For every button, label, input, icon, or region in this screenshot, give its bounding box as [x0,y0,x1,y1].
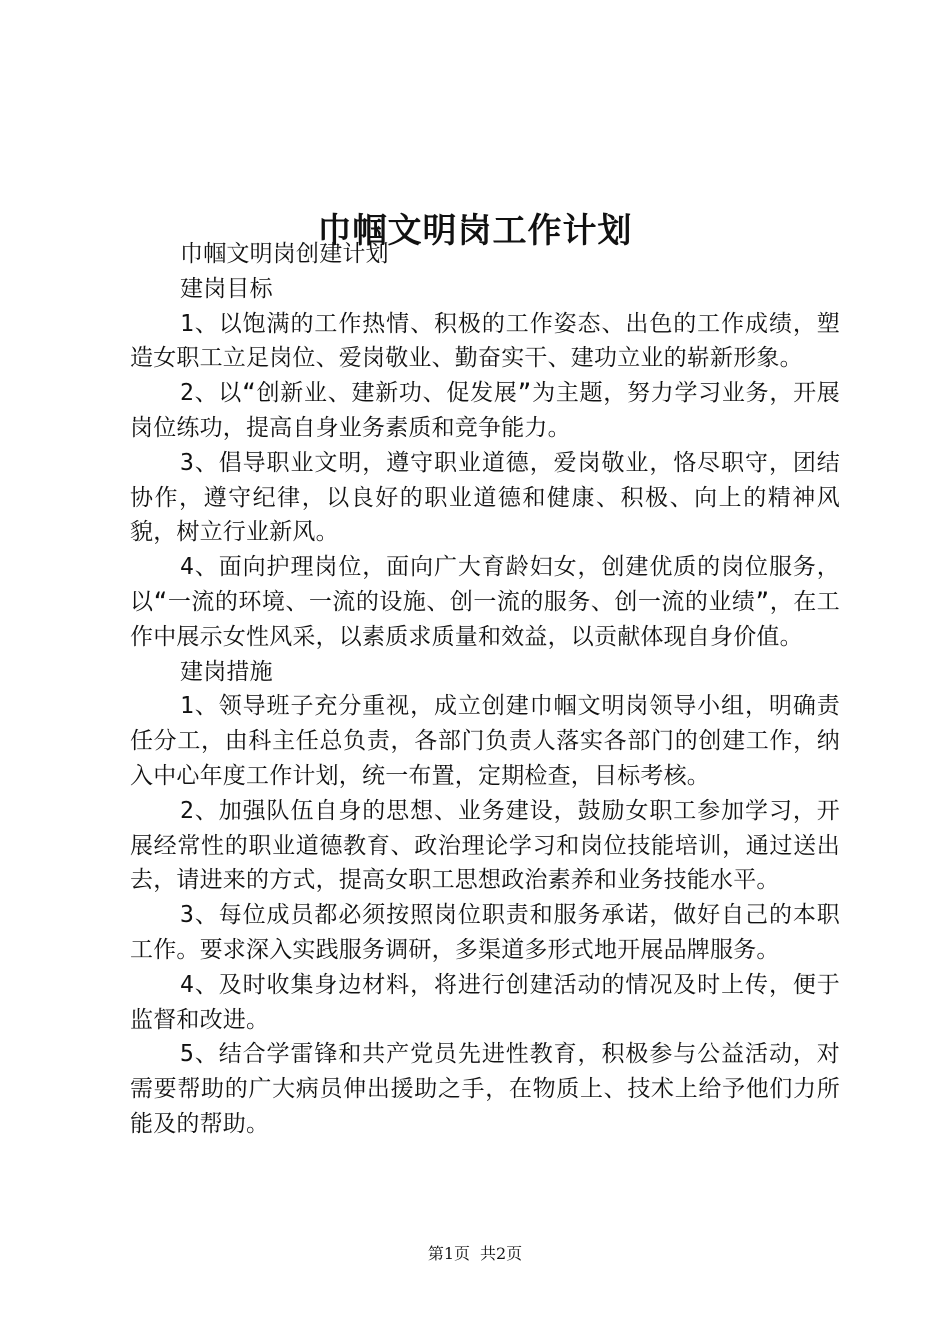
page-footer [0,1243,950,1265]
paragraph-goal-3: 3、倡导职业文明，遵守职业道德，爱岗敬业，恪尽职守，团结协作，遵守纪律，以良好的职业道德和健康、积极、向上的精神风貌，树立行业新风。 [130,449,840,546]
paragraph-measure-3: 3、每位成员都必须按照岗位职责和服务承诺，做好自己的本职工作。要求深入实践服务调研，多渠道多形式地开展品牌服务。 [130,902,840,963]
paragraph-goal-2: 2、以“创新业、建新功、促发展”为主题，努力学习业务，开展岗位练功，提高自身业务素质和竞争能力。 [130,380,840,441]
page-total: 共2页 [480,1244,523,1263]
paragraph-goal-1: 1、以饱满的工作热情、积极的工作姿态、出色的工作成绩，塑造女职工立足岗位、爱岗敬业、勤奋实干、建功立业的崭新形象。 [130,310,840,372]
paragraph-goals-heading: 建岗目标 [180,275,273,302]
paragraph-measures-heading: 建岗措施 [180,658,273,685]
paragraph-measure-4: 4、及时收集身边材料，将进行创建活动的情况及时上传，便于监督和改进。 [130,971,840,1033]
page-number: 第1页 [427,1244,470,1263]
paragraph-measure-2: 2、加强队伍自身的思想、业务建设，鼓励女职工参加学习，开展经常性的职业道德教育、政治理论学习和岗位技能培训，通过送出去，请进来的方式，提高女职工思想政治素养和业务技能水平。 [130,797,840,894]
paragraph-measure-1: 1、领导班子充分重视，成立创建巾帼文明岗领导小组，明确责任分工，由科主任总负责，各部门负责人落实各部门的创建工作，纳入中心年度工作计划，统一布置，定期检查，目标考核。 [130,693,840,789]
paragraph-goal-4: 4、面向护理岗位，面向广大育龄妇女，创建优质的岗位服务，以“一流的环境、一流的设施、创一流的服务、创一流的业绩”，在工作中展示女性风采，以素质求质量和效益，以贡献体现自身价值。 [130,554,840,650]
paragraph-measure-5: 5、结合学雷锋和共产党员先进性教育，积极参与公益活动，对需要帮助的广大病员伸出援助之手，在物质上、技术上给予他们力所能及的帮助。 [130,1041,840,1137]
document-title: 巾帼文明岗工作计划 [317,210,633,251]
document-body [130,237,840,1142]
paragraph-plan-heading: 巾帼文明岗创建计划 [180,241,389,267]
